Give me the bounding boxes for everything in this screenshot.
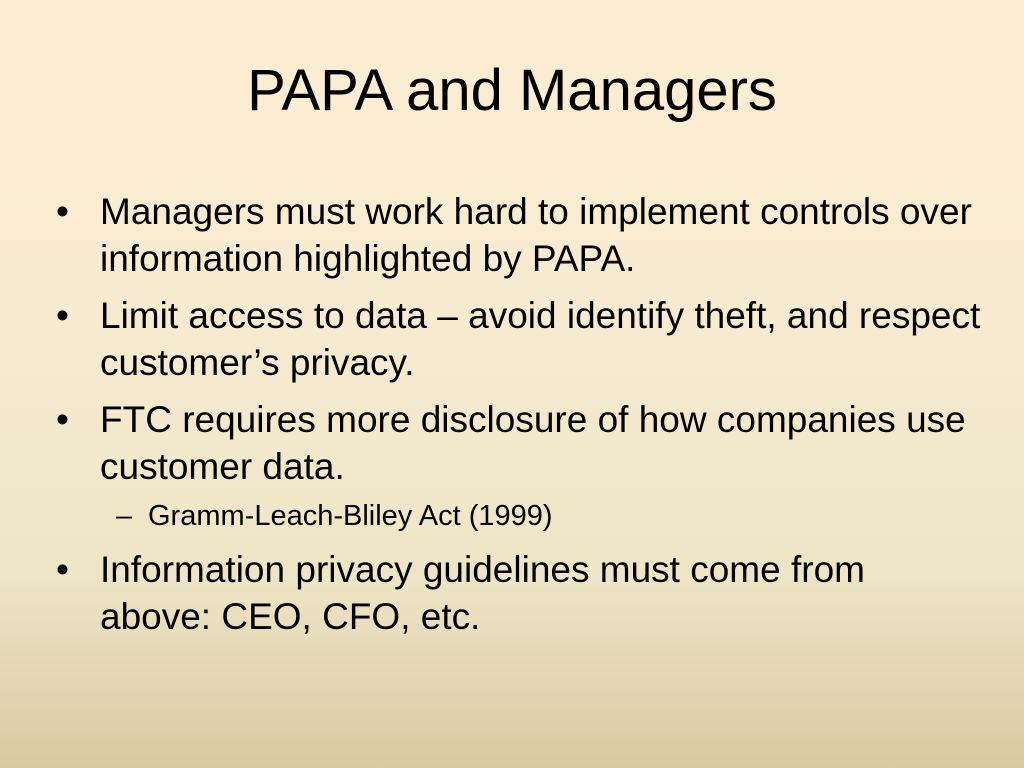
bullet-marker: • bbox=[56, 191, 69, 232]
bullet-item bbox=[56, 546, 986, 640]
bullet-marker: • bbox=[56, 549, 69, 590]
sub-bullet-text: Gramm-Leach-Bliley Act (1999) bbox=[148, 500, 553, 532]
bullet-text: Managers must work hard to implement controls over information highlighted by PAPA. bbox=[100, 191, 972, 279]
bullet-item bbox=[56, 292, 986, 386]
bullet-item bbox=[56, 188, 986, 282]
bullet-text: Information privacy guidelines must come from above: CEO, CFO, etc. bbox=[100, 549, 865, 637]
bullet-list bbox=[56, 188, 986, 650]
bullet-text: Limit access to data – avoid identify theft, and respect customer’s privacy. bbox=[100, 295, 981, 383]
bullet-text: FTC requires more disclosure of how companies use customer data. bbox=[100, 399, 966, 487]
slide-title: PAPA and Managers bbox=[247, 58, 777, 123]
bullet-marker: • bbox=[56, 399, 69, 440]
bullet-item bbox=[56, 396, 986, 490]
sub-bullet-item bbox=[56, 496, 986, 536]
sub-bullet-marker: – bbox=[116, 500, 133, 532]
bullet-marker: • bbox=[56, 295, 69, 336]
